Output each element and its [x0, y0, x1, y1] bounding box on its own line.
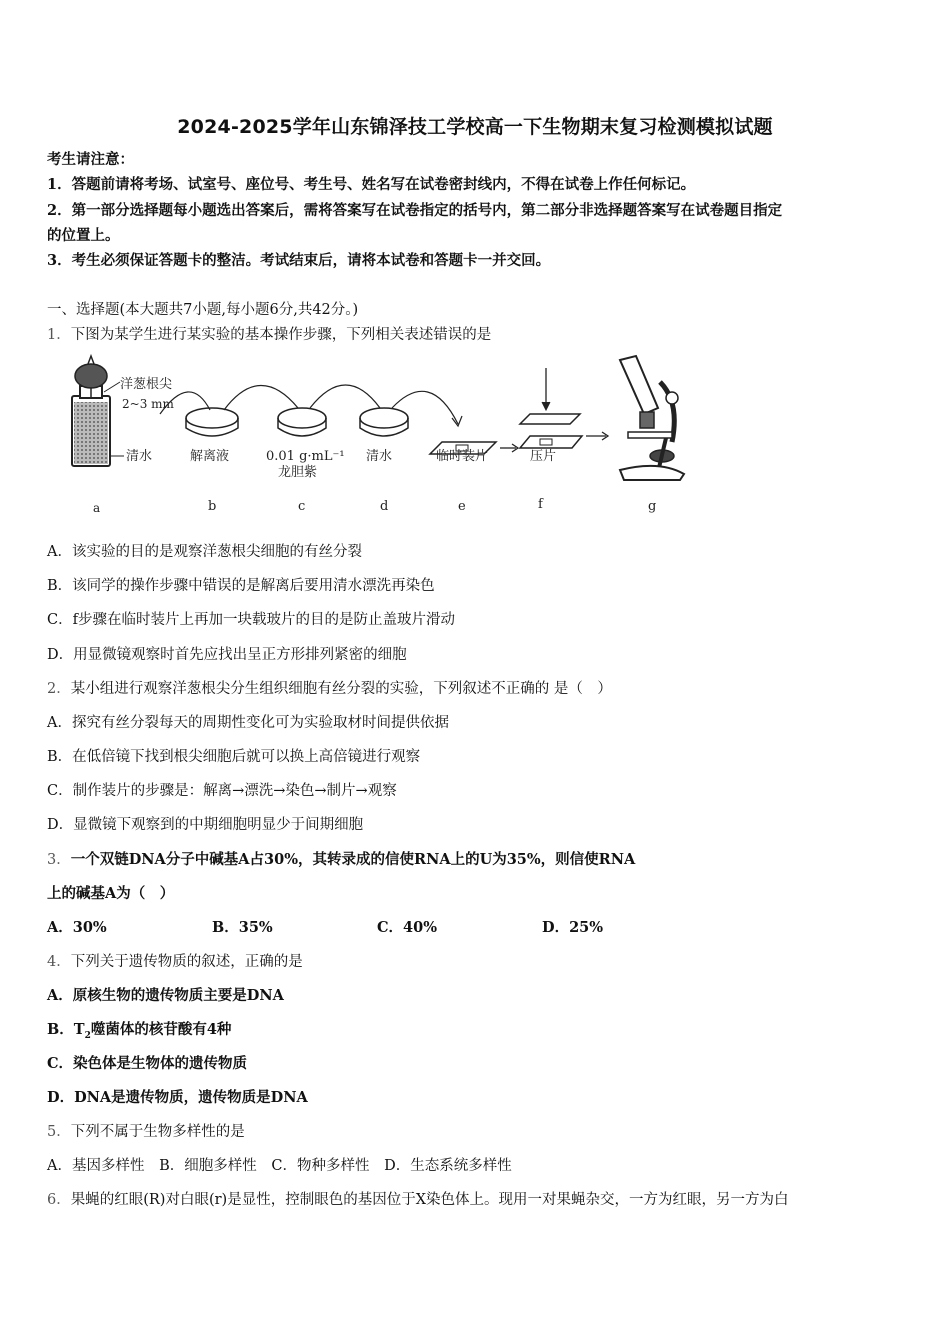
notice-item-2-cont: 的位置上。 — [47, 227, 120, 244]
question-number: 4． — [47, 954, 71, 970]
q1-option-d: D．用显微镜观察时首先应找出呈正方形排列紧密的细胞 — [47, 647, 407, 663]
q4-option-a: A．原核生物的遗传物质主要是DNA — [47, 987, 284, 1004]
step-letter-b: b — [208, 499, 217, 514]
phage-symbol: T — [73, 1021, 85, 1038]
question-2-stem — [47, 679, 612, 699]
question-4-stem — [47, 952, 303, 972]
question-3-stem-cont: 上的碱基A为（ ） — [47, 885, 175, 902]
question-6-stem — [47, 1190, 789, 1210]
petri-dish-icon — [186, 408, 238, 436]
q4-option-c: C．染色体是生物体的遗传物质 — [47, 1055, 248, 1072]
question-text: 果蝇的红眼(R)对白眼(r)是显性，控制眼色的基因位于X染色体上。现用一对果蝇杂交，一方为红眼，另一方为白 — [70, 1192, 789, 1208]
notice-heading: 考生请注意： — [47, 151, 134, 168]
label-gentian: 龙胆紫 — [278, 465, 318, 480]
label-water: 清水 — [126, 449, 153, 464]
label-concentration: 0.01 g·mL⁻¹ — [266, 449, 345, 464]
q2-option-a: A．探究有丝分裂每天的周期性变化可为实验取材时间提供依据 — [47, 715, 449, 731]
question-text: 某小组进行观察洋葱根尖分生组织细胞有丝分裂的实验，下列叙述不正确的 是（ ） — [70, 681, 612, 697]
step-letter-a: a — [93, 501, 101, 515]
q3-option-d: D．25% — [542, 919, 604, 936]
label-tip: 洋葱根尖 — [120, 377, 173, 392]
question-1-stem — [47, 325, 491, 345]
question-text: 下列不属于生物多样性的是 — [70, 1124, 245, 1140]
q5-option-a: A．基因多样性 — [47, 1158, 145, 1174]
transfer-arrow-icon — [310, 385, 380, 408]
transfer-arrow-icon — [224, 385, 298, 410]
section-heading: 一、选择题(本大题共7小题,每小题6分,共42分。) — [47, 302, 359, 318]
question-number: 1． — [47, 327, 71, 343]
q3-option-b: B．35% — [212, 919, 273, 936]
question-number: 3． — [47, 852, 71, 868]
microscope-icon — [620, 356, 684, 480]
label-mount: 临时装片 — [436, 449, 489, 464]
notice-item-3: 3．考生必须保证答题卡的整洁。考试结束后，请将本试卷和答题卡一并交回。 — [47, 252, 551, 269]
option-text: 噬菌体的核苷酸有4种 — [90, 1021, 232, 1038]
q4-option-d: D．DNA是遗传物质，遗传物质是DNA — [47, 1089, 308, 1106]
label-size: 2~3 mm — [122, 397, 174, 411]
page-title: 2024-2025学年山东锦泽技工学校高一下生物期末复习检测模拟试题 — [177, 116, 773, 138]
step-letter-f: f — [538, 497, 543, 512]
q2-option-c: C．制作装片的步骤是：解离→漂洗→染色→制片→观察 — [47, 783, 397, 799]
q5-option-d: D．生态系统多样性 — [384, 1158, 512, 1174]
question-text: 下列关于遗传物质的叙述，正确的是 — [70, 954, 303, 970]
option-letter: B． — [47, 1021, 74, 1038]
onion-bottle-icon — [72, 356, 110, 466]
question-number: 5． — [47, 1124, 71, 1140]
question-3-stem — [47, 850, 635, 870]
step-letter-e: e — [458, 499, 466, 514]
q5-option-c: C．物种多样性 — [271, 1158, 370, 1174]
notice-item-2: 2．第一部分选择题每小题选出答案后，需将答案写在试卷指定的括号内，第二部分非选择题答案写在试卷题目指定 — [47, 202, 783, 219]
question-number: 2． — [47, 681, 71, 697]
question-text: 一个双链DNA分子中碱基A占30%，其转录成的信使RNA上的U为35%，则信使RNA — [70, 851, 636, 868]
step-letter-d: d — [380, 499, 389, 514]
question-number: 6． — [47, 1192, 71, 1208]
q4-option-b — [47, 1020, 231, 1046]
question-5-stem — [47, 1122, 245, 1142]
petri-dish-icon — [360, 408, 408, 436]
q2-option-b: B．在低倍镜下找到根尖细胞后就可以换上高倍镜进行观察 — [47, 749, 421, 765]
label-dissociation: 解离液 — [190, 449, 230, 464]
question-text: 下图为某学生进行某实验的基本操作步骤，下列相关表述错误的是 — [70, 327, 492, 343]
notice-item-1: 1．答题前请将考场、试室号、座位号、考生号、姓名写在试卷密封线内，不得在试卷上作任何标记。 — [47, 176, 696, 193]
q1-option-c: C．f步骤在临时装片上再加一块载玻片的目的是防止盖玻片滑动 — [47, 612, 455, 628]
q2-option-d: D．显微镜下观察到的中期细胞明显少于间期细胞 — [47, 817, 364, 833]
step-letter-g: g — [648, 499, 657, 514]
press-slide-icon — [520, 368, 582, 448]
label-press: 压片 — [530, 449, 557, 464]
petri-dish-icon — [278, 408, 326, 436]
q1-option-a: A．该实验的目的是观察洋葱根尖细胞的有丝分裂 — [47, 544, 362, 560]
experiment-figure — [60, 352, 700, 522]
q1-option-b: B．该同学的操作步骤中错误的是解离后要用清水漂洗再染色 — [47, 578, 435, 594]
phage-subscript: 2 — [84, 1030, 91, 1041]
q5-option-b: B．细胞多样性 — [159, 1158, 257, 1174]
q5-options-row — [47, 1156, 512, 1176]
step-letter-c: c — [298, 499, 306, 514]
q3-option-c: C．40% — [377, 919, 437, 936]
label-water-2: 清水 — [366, 449, 393, 464]
q3-option-a: A．30% — [47, 919, 107, 936]
